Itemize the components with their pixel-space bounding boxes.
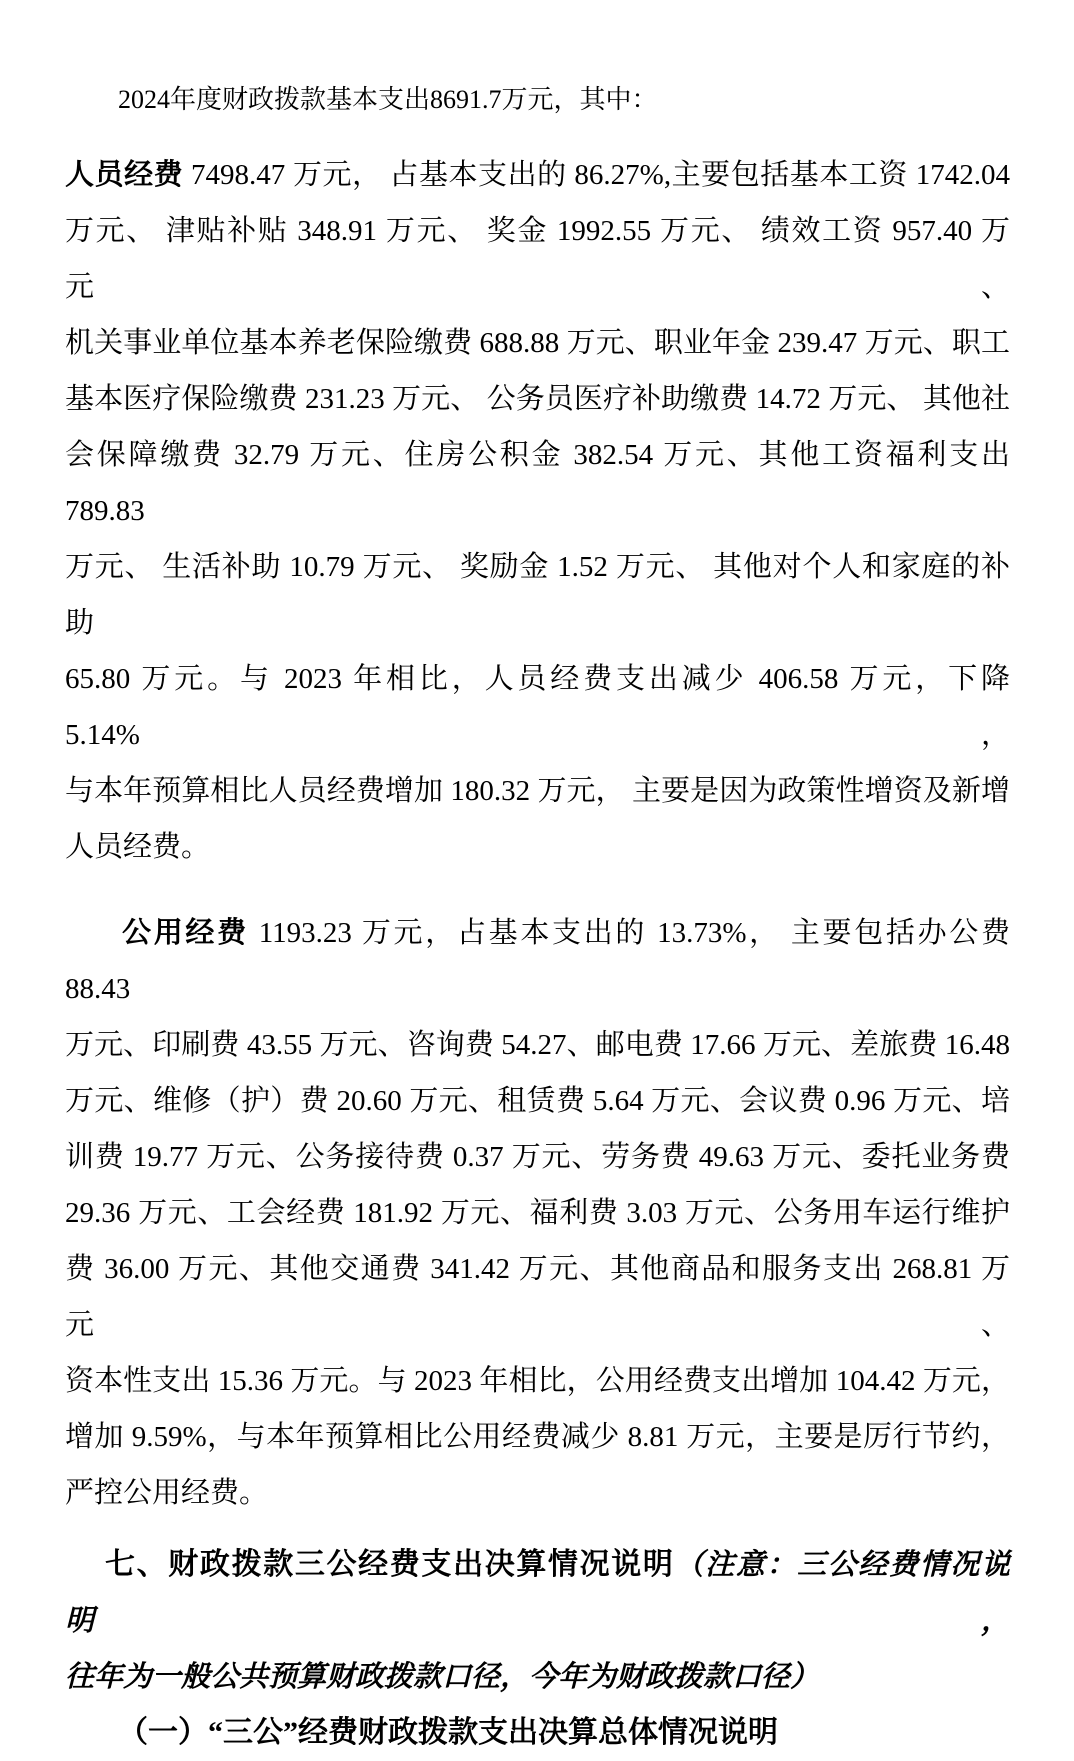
intro-paragraph: 2024年度财政拨款基本支出8691.7万元，其中：	[118, 85, 658, 114]
paragraph-line: 基本医疗保险缴费 231.23 万元、 公务员医疗补助缴费 14.72 万元、 其他社	[65, 383, 1010, 415]
personnel-paragraph	[65, 147, 1010, 875]
public-funds-paragraph	[65, 905, 1010, 1521]
section7-title: 七、财政拨款三公经费支出决算情况说明	[105, 1548, 675, 1581]
paragraph-line: 资本性支出 15.36 万元。与 2023 年相比，公用经费支出增加 104.42 万元，	[65, 1365, 1010, 1397]
section7-note-part1: （注意：三公经费情况说明，	[65, 1549, 1010, 1637]
paragraph-line: 万元、维修（护）费 20.60 万元、租赁费 5.64 万元、会议费 0.96 万元、培	[65, 1085, 1010, 1117]
paragraph-line: 会保障缴费 32.79 万元、住房公积金 382.54 万元、其他工资福利支出 789.83	[65, 439, 1010, 527]
paragraph-line: 万元、 津贴补贴 348.91 万元、 奖金 1992.55 万元、 绩效工资 957.40 万元、	[65, 215, 1010, 303]
paragraph-line: 29.36 万元、工会经费 181.92 万元、福利费 3.03 万元、公务用车运行维护	[65, 1197, 1010, 1229]
section7-note-part2: 往年为一般公共预算财政拨款口径，今年为财政拨款口径）	[65, 1661, 820, 1693]
section7-heading-line	[65, 1537, 1010, 1649]
paragraph-line: 65.80 万元。与 2023 年相比，人员经费支出减少 406.58 万元，下降 5.14%，	[65, 663, 1010, 751]
public-funds-label: 公用经费	[122, 917, 249, 949]
paragraph-line: 增加 9.59%，与本年预算相比公用经费减少 8.81 万元，主要是厉行节约，	[65, 1421, 1010, 1453]
personnel-label: 人员经费	[65, 159, 184, 191]
public-funds-line1-text: 1193.23 万元，占基本支出的 13.73%， 主要包括办公费 88.43	[65, 917, 1010, 1005]
paragraph-line	[65, 905, 1010, 1017]
paragraph-line: 机关事业单位基本养老保险缴费 688.88 万元、职业年金 239.47 万元、职工	[65, 327, 1010, 359]
paragraph-line: 人员经费。	[65, 831, 211, 863]
personnel-line1-text: 7498.47 万元， 占基本支出的 86.27%,主要包括基本工资 1742.04	[183, 159, 1010, 191]
paragraph-line	[65, 147, 1010, 203]
subsection1-heading: （一）“三公”经费财政拨款支出决算总体情况说明	[118, 1716, 778, 1749]
paragraph-line: 训费 19.77 万元、公务接待费 0.37 万元、劳务费 49.63 万元、委托业务费	[65, 1141, 1010, 1173]
paragraph-line: 费 36.00 万元、其他交通费 341.42 万元、其他商品和服务支出 268.81 万元、	[65, 1253, 1010, 1341]
paragraph-line: 万元、印刷费 43.55 万元、咨询费 54.27、邮电费 17.66 万元、差旅费 16.48	[65, 1029, 1010, 1061]
section7-heading	[65, 1537, 1010, 1705]
paragraph-line: 万元、 生活补助 10.79 万元、 奖励金 1.52 万元、 其他对个人和家庭的补助	[65, 551, 1010, 639]
paragraph-line: 严控公用经费。	[65, 1477, 269, 1509]
paragraph-line: 与本年预算相比人员经费增加 180.32 万元， 主要是因为政策性增资及新增	[65, 775, 1010, 807]
